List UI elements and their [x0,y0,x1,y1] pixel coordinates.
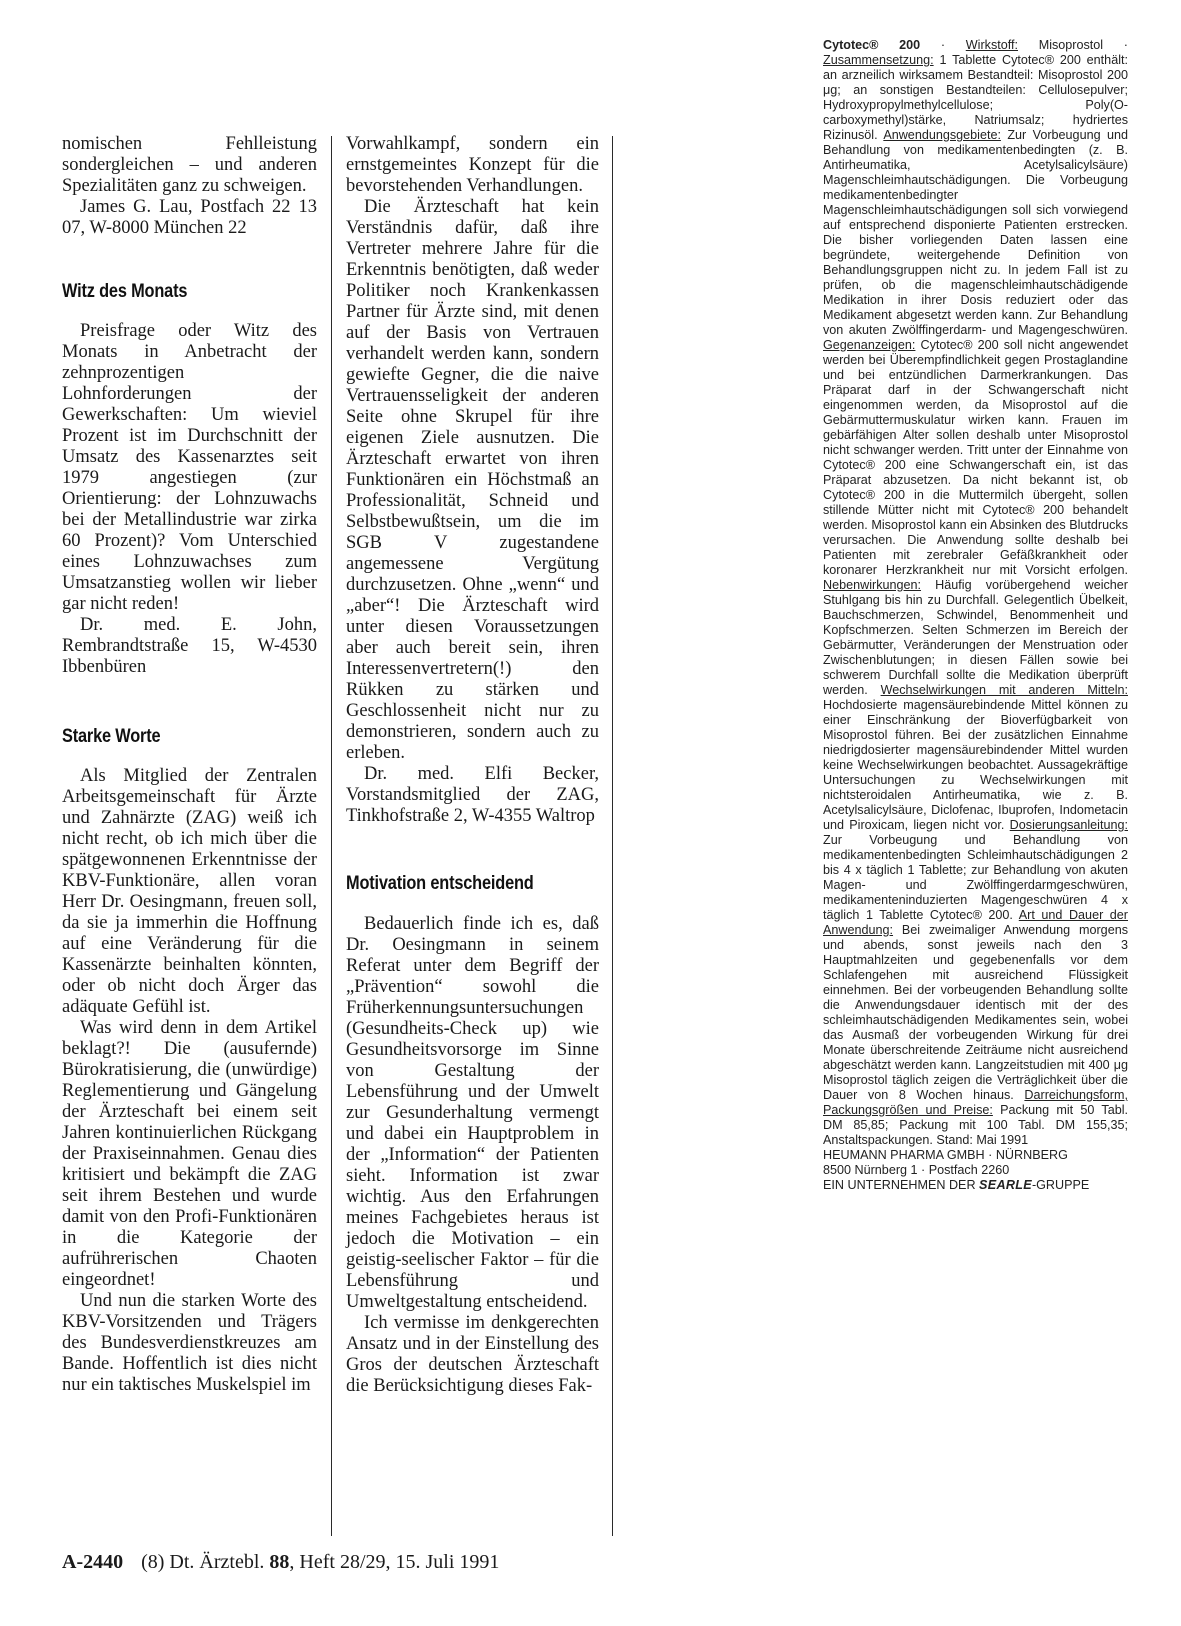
letter-paragraph: Was wird denn in dem Artikel beklagt?! Die (ausufernde) Bürokratisierung, die (unwürdige) Reglementierung und Gängelung der Ärzteschaft bei einem seit Jahren kontinuierlichen Rückgang der Praxiseinnahmen. Genau dies kritisiert und bekämpft die ZAG seit ihrem Bestehen und wurde damit von den Profi-Funktionären in die Kategorie der aufrührerischen Chaoten eingeordnet! [62,1018,317,1290]
text-anwendungsgebiete: Zur Vorbeugung und Behandlung von medikamentenbedingten (z. B. Antirheumatika, Acetylsalicylsäure) Magenschleimhautschädigungen. Die Vorbeugung medikamentenbedingter Magenschleimhautschädigungen soll sich vorwiegend auf entsprechend disponierte Patienten erstrecken. Die bisher vorliegenden Daten lassen eine begründete, weitergehende Definition von Behandlungsgruppen nicht zu. In jedem Fall ist zu prüfen, ob die magenschleimhautschädigende Medikation in ihrer Dosis reduziert oder das Medikament abgesetzt werden kann. Zur Behandlung von akuten Zwölffingerdarm- und Magengeschwüren. [823,128,1128,337]
volume-number: 88 [269,1551,290,1573]
label-wechselwirkungen: Wechselwirkungen mit anderen Mitteln: [880,683,1128,697]
letters-column-middle [346,134,599,1397]
letter-continuation: Vorwahlkampf, sondern ein ernstgemeintes Konzept für die bevorstehenden Verhandlungen. [346,134,599,196]
text-nebenwirkungen: Häufig vorübergehend weicher Stuhlgang bis hin zu Durchfall. Gelegentlich Übelkeit, Bauchschmerzen, Schwindel, Benommenheit und Kopfschmerzen. Selten Schmerzen im Bereich der Gebärmutter, Veränderungen der Menstruation oder Zwischenblutungen; in diesen Fällen sowie bei schwerem Durchfall sollte die Medikation überprüft werden. [823,578,1128,697]
product-name: Cytotec® 200 [823,38,921,52]
section-heading-motivation: Motivation entscheidend [346,873,534,894]
label-nebenwirkungen: Nebenwirkungen: [823,578,922,592]
page-number: A-2440 [62,1551,124,1573]
text-darreichung: Packung mit 50 Tabl. DM 85,85; Packung mit 100 Tabl. DM 155,35; Anstaltspackungen. Stand: Mai 1991 [823,1103,1128,1147]
column-divider [612,136,613,1536]
label-art-dauer: Art und Dauer der Anwendung: [823,908,1129,937]
letter-paragraph: Als Mitglied der Zentralen Arbeitsgemeinschaft für Ärzte und Zahnärzte (ZAG) weiß ich nicht recht, ob ich mich über die spätgewonnenen Erkenntnisse der KBV-Funktionäre, allen voran Herr Dr. Oesingmann, freuen soll, da sie ja immerhin die Hoffnung auf eine Veränderung für die Kassenärzte beinhalten könnten, oder ob nicht doch Ärger das adäquate Gefühl ist. [62,766,317,1017]
page-footer [62,1551,499,1574]
letters-column-left [62,134,317,1396]
letter-continuation: nomischen Fehlleistung sondergleichen – und anderen Spezialitäten ganz zu schweigen. [62,134,317,196]
letter-signature: Dr. med. Elfi Becker, Vorstandsmitglied der ZAG, Tinkhofstraße 2, W-4355 Waltrop [346,764,599,826]
label-zusammensetzung: Zusammensetzung: [823,53,934,67]
letter-paragraph: Ich vermisse im denkgerechten Ansatz und in der Einstellung des Gros der deutschen Ärzteschaft die Berücksichtigung dieses Fak- [346,1313,599,1396]
text-wirkstoff: Misoprostol · [1018,38,1128,52]
label-darreichung: Darreichungsform, Packungsgrößen und Preise: [823,1088,1128,1117]
brand-logo: SEARLE [979,1178,1032,1192]
label-gegenanzeigen: Gegenanzeigen: [823,338,916,352]
company-address: 8500 Nürnberg 1 · Postfach 2260 [823,1163,1010,1177]
drug-info-box [823,38,1128,1193]
letter-paragraph: Bedauerlich finde ich es, daß Dr. Oesingmann in seinem Referat unter dem Begriff der „Prävention“ sowohl die Früherkennungsuntersuchungen (Gesundheits-Check up) wie Gesundheitsvorsorge im Sinne von Gestaltung der Lebensführung und der Umwelt zur Gesunderhaltung vermengt und dabei ein Hauptproblem in der „Information“ der Patienten sieht. Information ist zwar wichtig. Aus den Erfahrungen meines Fachgebietes heraus ist jedoch die Motivation – ein geistig-seelischer Faktor – für die Lebensführung und Umweltgestaltung entscheidend. [346,914,599,1312]
letter-signature: Dr. med. E. John, Rembrandtstraße 15, W-4530 Ibbenbüren [62,615,317,677]
text-gegenanzeigen: Cytotec® 200 soll nicht angewendet werden bei Überempfindlichkeit gegen Prostaglandine und bei entzündlichen Darmerkrankungen. Das Präparat darf in der Schwangerschaft nicht eingenommen werden, da Misoprostol auf die Gebärmuttermuskulatur wirken kann. Frauen im gebärfähigen Alter sollen deshalb unter Misoprostol nicht schwanger werden. Tritt unter der Einnahme von Cytotec® 200 eine Schwangerschaft ein, ist das Präparat abzusetzen. Da nicht bekannt ist, ob Cytotec® 200 in die Muttermilch übergeht, sollen stillende Mütter nicht mit Cytotec® 200 behandelt werden. Misoprostol kann ein Absinken des Blutdrucks verursachen. Die Anwendung sollte deshalb bei Patienten mit zerebraler Gefäßkrankheit oder koronarer Herzkrankheit nur mit Vorsicht erfolgen. [823,338,1128,577]
section-heading-starke-worte: Starke Worte [62,726,161,747]
label-wirkstoff: Wirkstoff: [965,38,1019,52]
text-art-dauer: Bei zweimaliger Anwendung morgens und abends, sonst jeweils nach den 3 Hauptmahlzeiten und gegebenenfalls vor dem Schlafengehen mit ausreichend Flüssigkeit einnehmen. Bei der vorbeugenden Behandlung sollte die Anwendungsdauer identisch mit der des schleimhautschädigenden Medikamentes sein, wobei das Ausmaß der vorbeugenden Wirkung für drei Monate überschreitende Zeiträume nicht ausreichend abgeschätzt werden kann. Langzeitstudien mit 400 μg Misoprostol täglich zeigen die Verträglichkeit über die Dauer von 8 Wochen hinaus. [823,923,1128,1102]
text-wechselwirkungen: Hochdosierte magensäurebindende Mittel können zu einer Einschränkung der Bioverfügbarkeit von Misoprostol führen. Bei der zusätzlichen Einnahme niedrigdosierter magensäurebindender Mittel wurden keine Wechselwirkungen beobachtet. Aussagekräftige Untersuchungen zu Wechselwirkungen mit nichtsteroidalen Antirheumatika, wie z. B. Acetylsalicylsäure, Diclofenac, Ibuprofen, Indometacin und Piroxicam, liegen nicht vor. [823,698,1128,832]
letter-paragraph: Die Ärzteschaft hat kein Verständnis dafür, daß ihre Vertreter mehrere Jahre für die Erkenntnis benötigten, daß weder Politiker noch Krankenkassen Partner für Ärzte sind, mit denen auf der Basis von Vertrauen verhandelt werden kann, sondern gewiefte Gegner, die die naive Vertrauensseligkeit der anderen Seite ohne Skrupel für ihre eigenen Ziele ausnutzen. Die Ärzteschaft erwartet von ihren Funktionären ein Höchstmaß an Professionalität, Schneid und Selbstbewußtsein, um die im SGB V zugestandene angemessene Vergütung durchzusetzen. Ohne „wenn“ und „aber“! Die Ärzteschaft wird unter diesen Voraussetzungen aber auch bereit sein, ihren Interessenvertretern(!) den Rükken zu stärken und Geschlossenheit nicht nur zu demonstrieren, sondern auch zu erleben. [346,197,599,763]
letter-paragraph: Preisfrage oder Witz des Monats in Anbetracht der zehnprozentigen Lohnforderungen der Gewerkschaften: Um wieviel Prozent ist im Durchschnitt der Umsatz des Kassenarztes seit 1979 angestiegen (zur Orientierung: der Lohnzuwachs bei der Metallindustrie war zirka 60 Prozent)? Vom Unterschied eines Lohnzuwachses zum Umsatzanstieg wollen wir lieber gar nicht reden! [62,321,317,614]
text-zusammensetzung: 1 Tablette Cytotec® 200 enthält: an arzneilich wirksamem Bestandteil: Misoprostol 200 μg; an sonstigen Bestandteilen: Cellulosepulver; Hydroxypropylmethylcellulose; Poly(O-carboxymethyl)stärke, Natriumsalz; hydriertes Rizinusöl. [823,53,1128,142]
section-heading-witz: Witz des Monats [62,281,188,302]
issue-date: , Heft 28/29, 15. Juli 1991 [289,1551,500,1573]
label-anwendungsgebiete: Anwendungsgebiete: [883,128,1001,142]
letter-signature: James G. Lau, Postfach 22 13 07, W-8000 München 22 [62,197,317,238]
group-suffix: -GRUPPE [1031,1178,1090,1192]
label-dosierung: Dosierungsanleitung: [1009,818,1128,832]
company-group-line [823,1178,1128,1193]
journal-reference: (8) Dt. Ärztebl. [141,1551,270,1573]
column-divider [331,136,332,1536]
text-dosierung: Zur Vorbeugung und Behandlung von medikamentenbedingten Schleimhautschädigungen 2 bis 4 x täglich 1 Tablette; zur Behandlung von akuten Magen- und Zwölffingerdarmgeschwüren, medikamenteninduzierten Magengeschwüren 4 x täglich 1 Tablette Cytotec® 200. [823,833,1128,922]
drug-info-text [823,38,1128,1148]
group-prefix: EIN UNTERNEHMEN DER [823,1178,980,1192]
letter-paragraph: Und nun die starken Worte des KBV-Vorsitzenden und Trägers des Bundesverdienstkreuzes am Bande. Hoffentlich ist dies nicht nur ein taktisches Muskelspiel im [62,1291,317,1395]
company-name: HEUMANN PHARMA GMBH · NÜRNBERG [823,1148,1068,1162]
separator: · [920,38,966,52]
